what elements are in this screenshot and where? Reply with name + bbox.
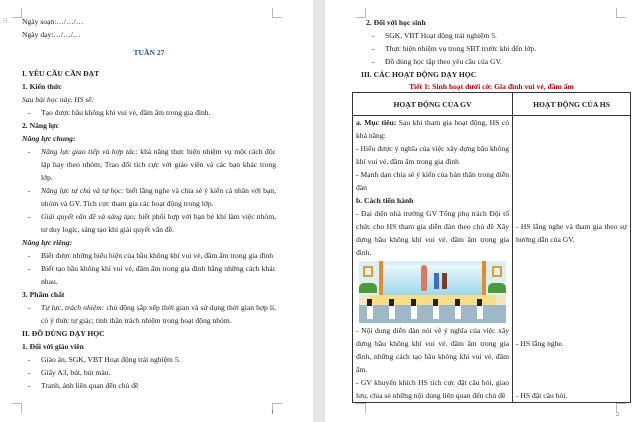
gv-activity: - Nội dung diễn đàn nói về ý nghĩa của việc xây dựng bầu không khí vui vẻ, đầm ấm trong gia đình, những cách tạo bầu không khí vui vẻ, đầm ấm.: [356, 326, 509, 374]
page-1: [0, 0, 313, 422]
item-text: biết phối hợp với bạn bè khi làm việc nhóm, tư duy logic, sáng tạo khi giải quyết vấn đề.: [41, 212, 277, 234]
margin-mark: [356, 403, 366, 413]
list-item: - Tranh, ảnh liên quan đến chủ đề: [22, 379, 276, 392]
margin-mark: [12, 403, 22, 413]
list-item: - Giấy A3, bút, bút màu.: [22, 366, 276, 379]
subheading: Năng lực chung:: [22, 134, 76, 143]
move-handle-icon[interactable]: ⁝⁝: [3, 17, 8, 25]
gv-activity: - Đại diện nhà trường GV Tổng phụ trách Đội tổ chức cho HS tham gia diễn đàn theo chủ đề Xây dựng bầu không khí vui vẻ, đầm ấm trong gia đình.: [356, 209, 509, 257]
method-heading: b. Cách tiến hành: [356, 196, 414, 205]
page-2: [325, 0, 640, 422]
list-item: [22, 184, 276, 210]
item-text: chủ động sắp xếp thời gian và sử dụng thời gian hợp lí, có ý thức tự giác; tinh thần trách nhiệm trong hoạt động nhóm.: [41, 303, 276, 325]
item-label: Giải quyết vấn đề và sáng tạo:: [41, 212, 137, 221]
table-row: [353, 116, 631, 403]
list-item: - Thực hiện nhiệm vụ trong SBT trước khi đến lớp.: [366, 42, 626, 55]
list-item: - Giáo án, SGK, VBT Hoạt động trải nghiệm 5.: [22, 353, 276, 366]
column-header-gv: HOẠT ĐỘNG CỦA GV: [353, 93, 513, 116]
margin-mark: [356, 8, 366, 18]
list-item: - Biết tạo bầu không khí vui vẻ, đầm ấm trong gia đình bằng những cách khác nhau.: [22, 262, 276, 288]
item-label: Năng lực tự chủ và tự học:: [41, 186, 124, 195]
activity-table: [352, 92, 631, 403]
goal-label: a. Mục tiêu:: [356, 118, 397, 127]
goal-item: - Hiểu được ý nghĩa của việc xây dựng bầu không khí vui vẻ, đầm ấm trong gia đình: [356, 144, 509, 166]
margin-mark: [12, 8, 22, 18]
list-item: - Đồ dùng học tập theo yêu cầu của GV.: [366, 55, 626, 68]
hs-activity: - HS lắng nghe.: [516, 339, 564, 348]
subheading: 2. Năng lực: [22, 121, 59, 130]
date-taught: Ngày dạy:…/…/…: [22, 30, 81, 39]
item-label: Tự lực, trách nhiệm:: [41, 303, 105, 312]
subheading: Năng lực riêng:: [22, 238, 73, 247]
date-prepared: Ngày soạn:…/…/…: [22, 17, 84, 26]
list-item: - Tạo được bầu không khí vui vẻ, đầm ấm trong gia đình.: [22, 106, 276, 119]
section-heading: I. YÊU CẦU CẦN ĐẠT: [22, 69, 100, 78]
list-item: [22, 145, 276, 184]
subheading: 1. Đối với giáo viên: [22, 342, 84, 351]
hs-activity: - HS đặt câu hỏi.: [516, 391, 568, 400]
section-heading: II. ĐỒ DÙNG DẠY HỌC: [22, 329, 105, 338]
hs-cell: [513, 116, 631, 403]
item-text: biết lắng nghe và chia sẻ ý kiến cá nhân với bạn, nhóm và GV. Tích cực tham gia các hoạt động trong lớp.: [41, 186, 276, 208]
gv-activity: - GV khuyến khích HS tích cực đặt câu hỏi, giao lưu, chia sẻ những nội dung liên quan đến chủ đề: [356, 378, 509, 400]
section-heading: III. CÁC HOẠT ĐỘNG DẠY HỌC: [361, 70, 477, 79]
gv-cell: [353, 116, 513, 403]
hs-activity: - HS lắng nghe và tham gia theo sự hướng dẫn của GV.: [516, 222, 627, 244]
item-text: khả năng thực hiện nhiệm vụ một cách độc lập hay theo nhóm; Trao đổi tích cực với giáo viên và các bạn khác trong lớp.: [41, 147, 276, 182]
list-item: - Biết được những biểu hiện của bầu không khí vui vẻ, đầm ấm trong gia đình: [22, 249, 276, 262]
subheading: 3. Phẩm chất: [22, 290, 65, 299]
lesson-title: Tiết 1: Sinh hoạt dưới cờ: Gia đình vui vẻ, đầm ấm: [409, 82, 574, 91]
column-header-hs: HOẠT ĐỘNG CỦA HS: [513, 93, 631, 116]
item-label: Năng lực giao tiếp và hợp tác:: [41, 147, 138, 156]
page-number: 2: [616, 412, 619, 418]
list-item: [22, 301, 276, 327]
list-item: [22, 210, 276, 236]
page-number: 1: [271, 410, 274, 416]
subheading: 1. Kiến thức: [22, 82, 62, 91]
goal-item: - Mạnh dạn chia sẻ ý kiến của bản thân trong diễn đàn: [356, 170, 509, 192]
intro-text: Sau bài học này, HS sẽ:: [22, 95, 95, 104]
list-item: - SGK, VBT Hoạt động trải nghiệm 5.: [366, 29, 626, 42]
forum-illustration: [359, 261, 506, 323]
subheading: 2. Đối với học sinh: [366, 18, 426, 27]
week-title: TUẦN 27: [133, 48, 165, 57]
goal-text: Sau khi tham gia hoạt động, HS có khả năng:: [356, 118, 510, 140]
